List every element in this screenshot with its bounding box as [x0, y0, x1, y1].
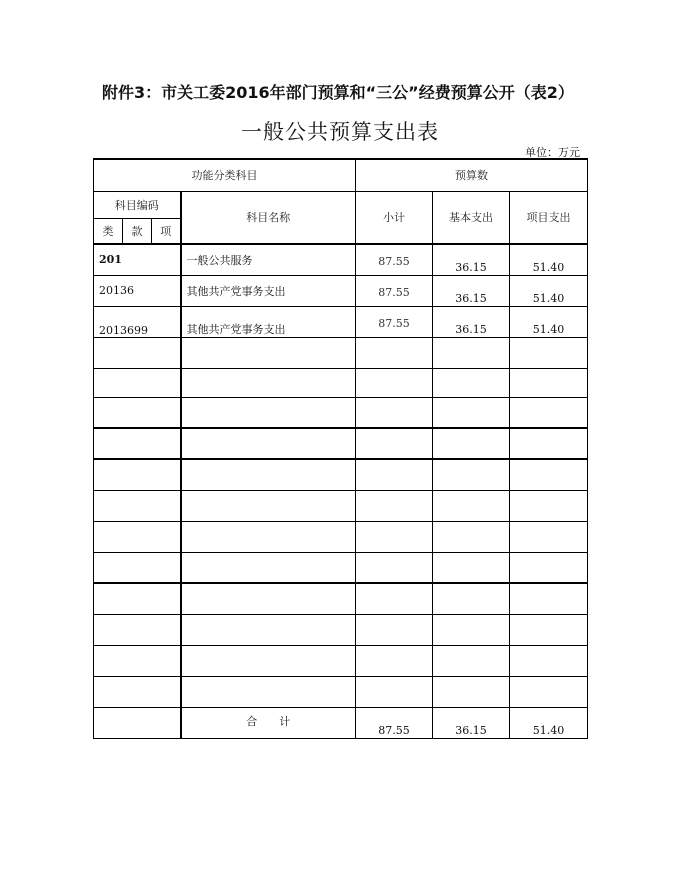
header-functional-category: 功能分类科目 [94, 159, 356, 191]
header-project-expense: 项目支出 [510, 191, 588, 244]
attachment-heading: 附件3：市关工委2016年部门预算和“三公”经费预算公开（表2） [102, 83, 574, 102]
row-subtotal: 87.55 [356, 275, 433, 306]
total-row [94, 707, 588, 738]
unit-label: 单位：万元 [525, 146, 580, 159]
empty-row [94, 337, 588, 368]
row-subtotal: 87.55 [356, 306, 433, 337]
table-row [94, 275, 588, 306]
row-project: 51.40 [510, 306, 588, 337]
row-basic: 36.15 [433, 306, 510, 337]
row-name: 一般公共服务 [181, 244, 356, 275]
empty-row [94, 645, 588, 676]
table-row [94, 244, 588, 275]
total-label: 合 计 [181, 707, 356, 738]
row-name: 其他共产党事务支出 [181, 306, 356, 337]
budget-table [93, 158, 588, 739]
empty-row [94, 614, 588, 645]
row-project: 51.40 [510, 244, 588, 275]
table-row [94, 306, 588, 337]
empty-row [94, 397, 588, 428]
total-project: 51.40 [510, 707, 588, 738]
empty-row [94, 428, 588, 459]
row-code: 2013699 [94, 306, 181, 337]
header-subject-code: 科目编码 [94, 191, 181, 218]
empty-row [94, 676, 588, 707]
empty-row [94, 521, 588, 552]
header-lei: 类 [94, 218, 123, 244]
row-code: 20136 [94, 275, 181, 306]
row-basic: 36.15 [433, 244, 510, 275]
header-basic-expense: 基本支出 [433, 191, 510, 244]
row-basic: 36.15 [433, 275, 510, 306]
header-budget-amount: 预算数 [356, 159, 588, 191]
empty-row [94, 552, 588, 583]
row-project: 51.40 [510, 275, 588, 306]
header-subtotal: 小计 [356, 191, 433, 244]
empty-row [94, 368, 588, 397]
total-subtotal: 87.55 [356, 707, 433, 738]
empty-row [94, 490, 588, 521]
row-code: 201 [94, 244, 181, 275]
header-subject-name: 科目名称 [181, 191, 356, 244]
total-basic: 36.15 [433, 707, 510, 738]
row-subtotal: 87.55 [356, 244, 433, 275]
table-title: 一般公共预算支出表 [241, 120, 439, 144]
row-name: 其他共产党事务支出 [181, 275, 356, 306]
empty-row [94, 583, 588, 614]
empty-row [94, 459, 588, 490]
header-kuan: 款 [123, 218, 152, 244]
header-xiang: 项 [152, 218, 181, 244]
